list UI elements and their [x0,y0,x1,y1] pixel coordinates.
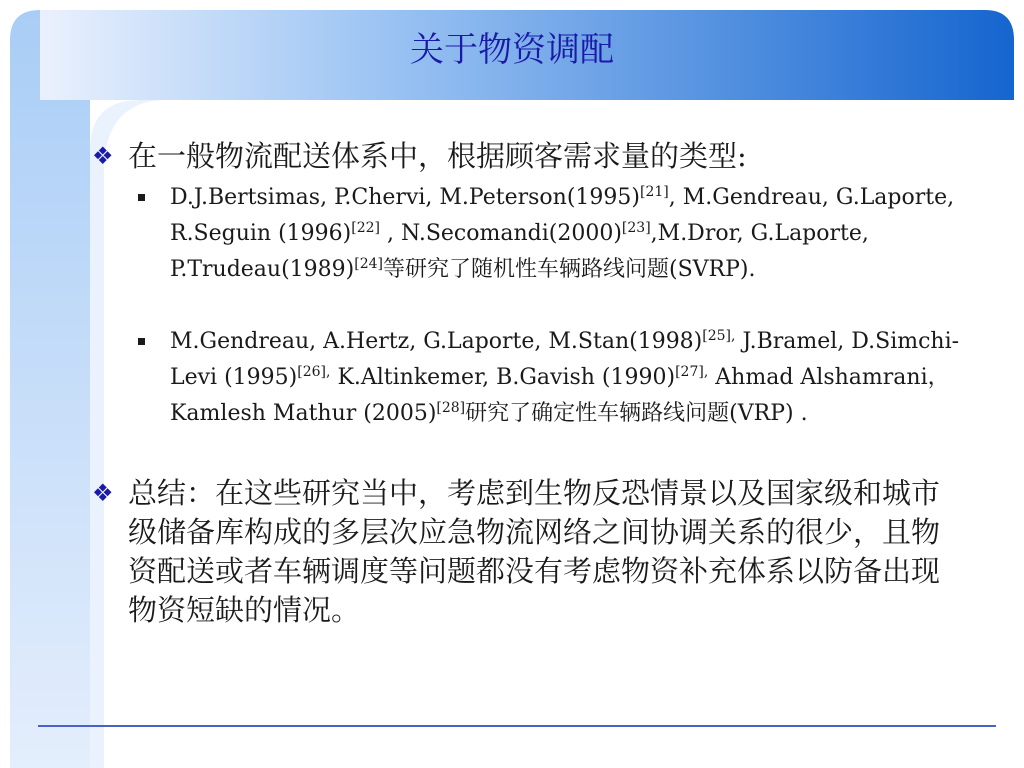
citation-authors: M.Gendreau, A.Hertz, G.Laporte, M.Stan(1998) [170,329,703,354]
bullet-item-1 [92,137,962,176]
citation-ref: [26], [297,364,331,380]
citation-summary: 研究了确定性车辆路线问题(VRP) . [465,401,808,426]
sub-bullet-item-1 [138,180,968,288]
sub-bullet-item-2 [138,324,968,432]
diamond-cluster-icon: ❖ [92,479,114,507]
citation-ref: [27], [675,364,709,380]
square-bullet-icon [138,338,145,345]
citation-ref: [21] [640,184,669,200]
footer-divider [38,725,996,727]
square-bullet-icon [138,194,145,201]
sub-bullet-1-text [170,180,968,288]
citation-ref: [24] [354,256,383,272]
bullet-1-text: 在一般物流配送体系中，根据顾客需求量的类型: [128,139,747,173]
citation-summary: 等研究了随机性车辆路线问题(SVRP). [383,257,756,282]
bullet-item-2 [92,474,962,630]
citation-ref: [28] [436,400,466,416]
citation-ref: [23] [621,220,651,236]
citation-authors: J.Bramel, D.Simchi- Levi (1995) [170,329,960,390]
citation-ref: [25], [702,328,736,344]
diamond-cluster-icon: ❖ [92,142,114,170]
citation-ref: [22] [351,220,381,236]
slide-title: 关于物资调配 [410,30,614,70]
citation-authors: D.J.Bertsimas, P.Chervi, M.Peterson(1995) [170,185,640,210]
citation-authors: Ahmad Alshamrani，Kamlesh Mathur (2005) [170,365,950,426]
citation-authors: K.Altinkemer, B.Gavish (1990) [330,365,676,390]
bullet-2-text: 总结：在这些研究当中，考虑到生物反恐情景以及国家级和城市级储备库构成的多层次应急物流网络之间协调关系的很少，且物资配送或者车辆调度等问题都没有考虑物资补充体系以防备出现物资短缺的情况。 [128,476,941,627]
citation-authors: , N.Secomandi(2000) [380,221,622,246]
citation-authors: ,M.Dror, G.Laporte, P.Trudeau(1989) [170,221,869,282]
sub-bullet-2-text [170,324,968,432]
citation-authors: , M.Gendreau, G.Laporte, R.Seguin (1996) [170,185,955,246]
